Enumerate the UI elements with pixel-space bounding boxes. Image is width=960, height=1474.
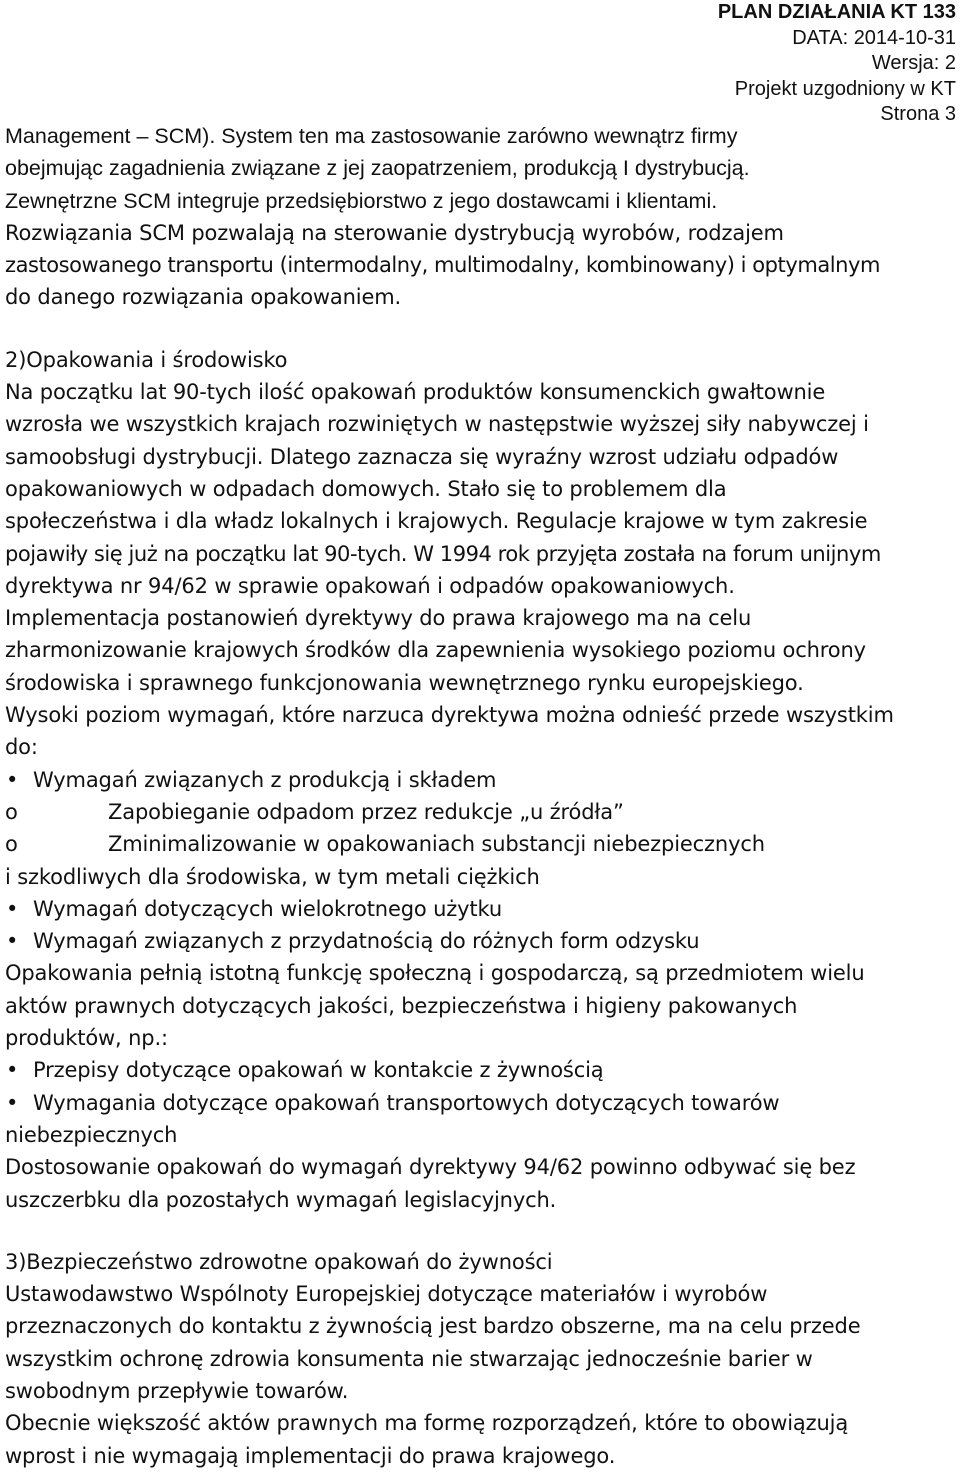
paragraph-line: Rozwiązania SCM pozwalają na sterowanie dystrybucją wyrobów, rodzajem [5,220,784,245]
paragraph-line: Zewnętrzne SCM integruje przedsiębiorstwo z jego dostawcami i klientami. [5,188,718,213]
bullet-icon: • [6,896,19,921]
paragraph-line: niebezpiecznych [5,1122,178,1147]
paragraph-line: Ustawodawstwo Wspólnoty Europejskiej dotyczące materiałów i wyrobów [5,1282,768,1307]
paragraph-line: samoobsługi dystrybucji. Dlatego zaznacza się wyraźny wzrost udziału odpadów [5,444,839,469]
paragraph-line: wprost i nie wymagają implementacji do prawa krajowego. [5,1443,616,1468]
document-version: Wersja: 2 [871,52,956,74]
paragraph-line: Implementacja postanowień dyrektywy do prawa krajowego ma na celu [5,606,752,631]
paragraph-line: przeznaczonych do kontaktu z żywnością jest bardzo obszerne, ma na celu przede [5,1314,861,1339]
paragraph-line: obejmując zagadnienia związane z jej zaopatrzeniem, produkcją I dystrybucją. [5,156,750,181]
paragraph-line: zastosowanego transportu (intermodalny, multimodalny, kombinowany) i optymalnym [5,253,880,278]
paragraph-line: do danego rozwiązania opakowaniem. [5,285,402,310]
sub-list-item-text: Zapobieganie odpadom przez redukcje „u źródła” [108,799,624,824]
sub-list-item [5,828,957,860]
document-status: Projekt uzgodniony w KT [734,77,956,100]
paragraph-line: zharmonizowanie krajowych środków dla zapewnienia wysokiego poziomu ochrony [5,638,866,663]
paragraph-line: społeczeństwa i dla władz lokalnych i krajowych. Regulacje krajowe w tym zakresie [5,509,868,534]
list-item [5,893,957,925]
paragraph-line: Na początku lat 90-tych ilość opakowań produktów konsumenckich gwałtownie [5,380,826,405]
page-number: Strona 3 [880,103,956,125]
paragraph-line: Dostosowanie opakowań do wymagań dyrektywy 94/62 powinno odbywać się bez [5,1155,856,1180]
list-item [5,764,957,796]
paragraph-line: pojawiły się już na początku lat 90-tych. W 1994 rok przyjęta została na forum unijnym [5,541,881,566]
sub-bullet-marker: o [5,832,18,857]
paragraph-line: aktów prawnych dotyczących jakości, bezpieczeństwa i higieny pakowanych [5,993,798,1018]
paragraph-line: wzrosła we wszystkich krajach rozwiniętych w następstwie wyższej siły nabywczej i [5,412,869,437]
sub-list-item-text: Zminimalizowanie w opakowaniach substancji niebezpiecznych [108,832,765,857]
bullet-icon: • [6,1090,19,1115]
list-item-text: Wymagań związanych z produkcją i składem [33,767,497,792]
paragraph-line: Wysoki poziom wymagań, które narzuca dyrektywa można odnieść przede wszystkim [5,703,894,728]
document-body [5,120,957,1472]
plan-title: PLAN DZIAŁANIA KT 133 [717,1,956,23]
paragraph-line: do: [5,735,38,760]
paragraph-line: swobodnym przepływie towarów. [5,1378,349,1403]
list-item-text: Przepisy dotyczące opakowań w kontakcie z żywnością [33,1058,604,1083]
paragraph-line: opakowaniowych w odpadach domowych. Stało się to problemem dla [5,476,727,501]
paragraph-line: dyrektywa nr 94/62 w sprawie opakowań i odpadów opakowaniowych. [5,573,735,598]
section-heading: 2)Opakowania i środowisko [5,347,288,372]
bullet-icon: • [6,1058,19,1083]
list-item-text: Wymagania dotyczące opakowań transportowych dotyczących towarów [33,1090,780,1115]
bullet-icon: • [6,929,19,954]
sub-bullet-marker: o [5,799,18,824]
paragraph-line: i szkodliwych dla środowiska, w tym metali ciężkich [5,864,540,889]
document-header [718,0,956,128]
paragraph-line: Obecnie większość aktów prawnych ma formę rozporządzeń, które to obowiązują [5,1411,849,1436]
paragraph-line: produktów, np.: [5,1026,168,1051]
paragraph-line: Management – SCM). System ten ma zastosowanie zarówno wewnątrz firmy [5,124,738,148]
list-item-text: Wymagań dotyczących wielokrotnego użytku [33,896,503,921]
list-item [5,1054,957,1086]
bullet-icon: • [6,767,19,792]
paragraph-line: uszczerbku dla pozostałych wymagań legislacyjnych. [5,1187,557,1212]
list-item [5,925,957,957]
paragraph-line: Opakowania pełnią istotną funkcję społeczną i gospodarczą, są przedmiotem wielu [5,961,865,986]
section-heading: 3)Bezpieczeństwo zdrowotne opakowań do żywności [5,1249,553,1274]
list-item [5,1087,957,1119]
paragraph-line: środowiska i sprawnego funkcjonowania wewnętrznego rynku europejskiego. [5,670,804,695]
sub-list-item [5,796,957,828]
paragraph-line: wszystkim ochronę zdrowia konsumenta nie stwarzając jednocześnie barier w [5,1346,813,1371]
list-item-text: Wymagań związanych z przydatnością do różnych form odzysku [33,929,700,954]
document-date: DATA: 2014-10-31 [792,26,956,49]
